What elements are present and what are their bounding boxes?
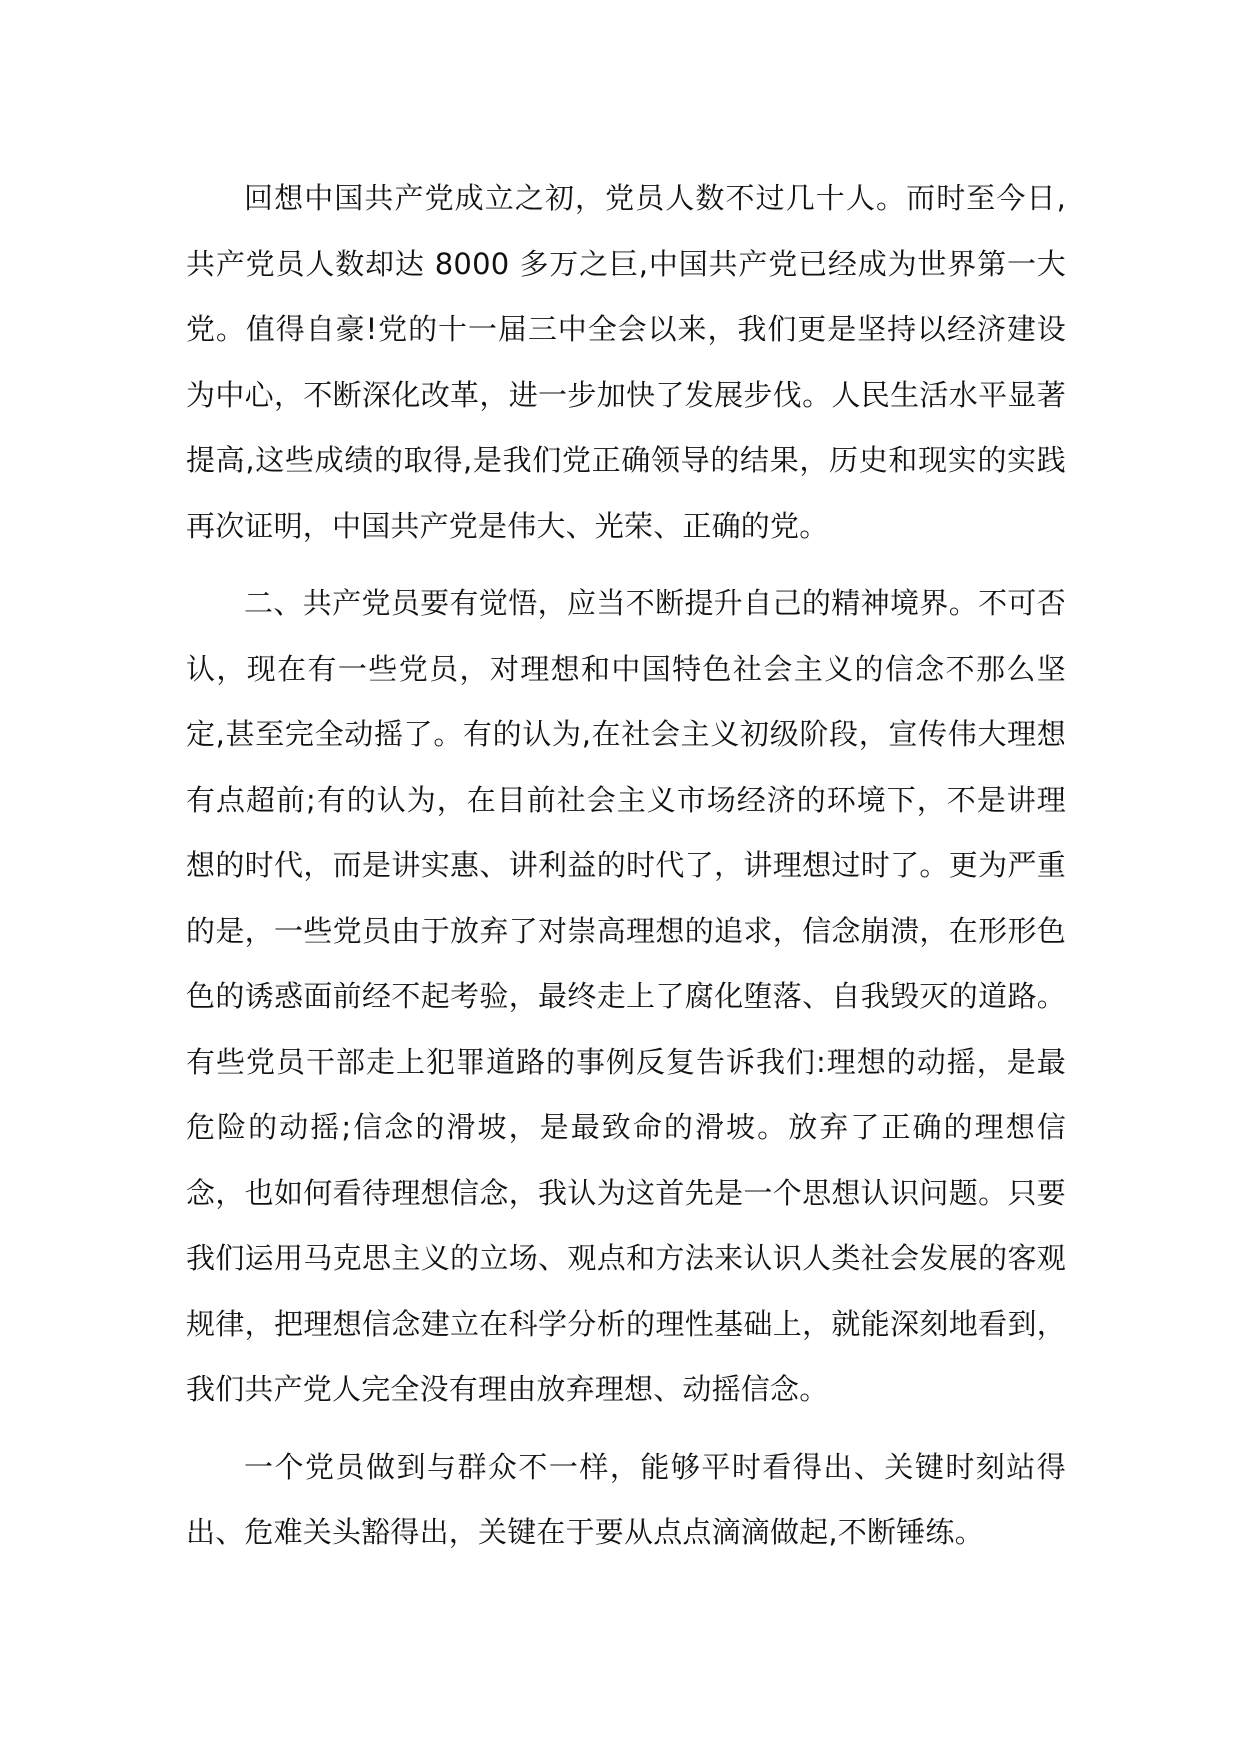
paragraph-3: 一个党员做到与群众不一样，能够平时看得出、关键时刻站得出、危难关头豁得出，关键在于要从点点滴滴做起,不断锤练。	[186, 1449, 1066, 1549]
paragraph-1: 回想中国共产党成立之初，党员人数不过几十人。而时至今日,共产党员人数却达 8000 多万之巨,中国共产党已经成为世界第一大党。值得自豪!党的十一届三中全会以来，我们更是坚持以经济建设为中心，不断深化改革，进一步加快了发展步伐。人民生活水平显著提高,这些成绩的取得,是我们党正确领导的结果，历史和现实的实践再次证明，中国共产党是伟大、光荣、正确的党。	[186, 181, 1066, 543]
document-body	[186, 166, 1066, 1578]
paragraph-2: 二、共产党员要有觉悟，应当不断提升自己的精神境界。不可否认，现在有一些党员，对理想和中国特色社会主义的信念不那么坚定,甚至完全动摇了。有的认为,在社会主义初级阶段，宣传伟大理想有点超前;有的认为，在目前社会主义市场经济的环境下，不是讲理想的时代，而是讲实惠、讲利益的时代了，讲理想过时了。更为严重的是，一些党员由于放弃了对崇高理想的追求，信念崩溃，在形形色色的诱惑面前经不起考验，最终走上了腐化堕落、自我毁灭的道路。有些党员干部走上犯罪道路的事例反复告诉我们:理想的动摇，是最危险的动摇;信念的滑坡，是最致命的滑坡。放弃了正确的理想信念，也如何看待理想信念，我认为这首先是一个思想认识问题。只要我们运用马克思主义的立场、观点和方法来认识人类社会发展的客观规律，把理想信念建立在科学分析的理性基础上，就能深刻地看到，我们共产党人完全没有理由放弃理想、动摇信念。	[186, 586, 1066, 1406]
